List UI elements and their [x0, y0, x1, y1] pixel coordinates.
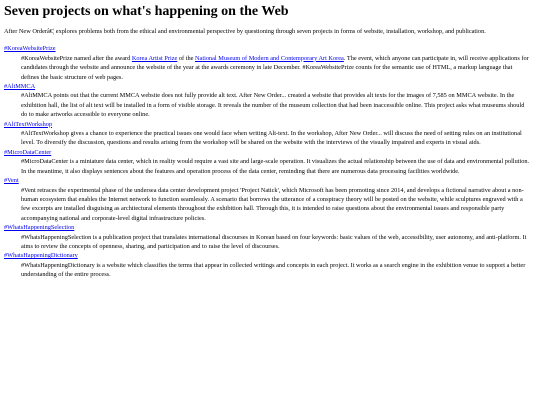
- description-text: #AltTextWorkshop gives a chance to experience the practical issues one would face when writing Alt-text. In the workshop, After New Order... will discuss the need of setting rules on an institutional level. To diversify the discussion, questions and results arising from the workshop will be shared on the website with the interviews of the visually impaired and experts in visual aids.: [21, 130, 522, 147]
- description-text: #WhatsHappeningSelection is a publication project that translates international discourses in Korean based on four keywords: basic values of the web, accessibility, user autonomy, and anti-platform. It aims to review the concepts of openness, sharing, and participation and to raise the level of discourses.: [21, 233, 527, 250]
- description-text: #KoreaWebsitePrize named after the award: [21, 54, 132, 62]
- project-tag-link[interactable]: #MicroDataCenter: [4, 148, 52, 156]
- description-text: . The event, which anyone can participate in, will receive applications for candidates through the website and announce the website of the year at the awards ceremony in late December. #KoreaWebsitePrize counts for the semantic use of HTML, a markup language that defines the basic structure of web pages.: [21, 54, 529, 81]
- project-tag-link[interactable]: #AltMMCA: [4, 83, 36, 91]
- page-title: Seven projects on what's happening on the Web: [4, 4, 289, 19]
- inline-link[interactable]: National Museum of Modern and Contemporary Art Korea: [195, 54, 344, 62]
- project-tag-link[interactable]: #AltTextWorkshop: [4, 120, 53, 128]
- description-text: #MicroDataCenter is a miniature data center, which in reality would require a vast site and large-scale operation. It visualizes the actual relationship between the use of data and environmental pollution. In the meantime, it also displays sentences about the features and operation process of the data center, reminding that there are numerous data processing facilities worldwide.: [21, 158, 530, 175]
- project-tag-link[interactable]: #WhatsHappeningSelection: [4, 224, 75, 232]
- project-term: [4, 223, 536, 232]
- project-tag-link[interactable]: #Vent: [4, 177, 19, 185]
- project-list: [4, 44, 536, 279]
- project-term: [4, 176, 536, 185]
- project-description: [21, 91, 536, 119]
- intro-paragraph: After New Orderâ€¦ explores problems both from the ethical and environmental perspective by questioning through seven projects in forms of website, installation, workshop, and publication.: [4, 28, 486, 35]
- project-tag-link[interactable]: #KoreaWebsitePrize: [4, 45, 56, 53]
- project-term: [4, 120, 536, 129]
- description-text: #WhatsHappeningDictionary is a website which classifies the terms that appear in collected writings and concepts in each project. It works as a search engine in the exhibition venue to support a better understanding of the entire process.: [21, 261, 526, 279]
- project-term: [4, 82, 536, 91]
- description-text: #Vent retraces the experimental phase of the undersea data center development project 'Project Natick', which Microsoft has been promoting since 2014, and develops a fictional narrative about a non-human ecosystem that enables the Internet network to function seamlessly. A scenario that borrows the utterance of a conspiracy theory will be posted on the website, while sculptures engraved with a few excerpts are installed disguising as architectural elements throughout the exhibition hall. Through this, it is intended to raise questions about the environmental issues and responsible party accompanying national and corporate-level digital infrastructure policies.: [21, 186, 524, 222]
- project-term: [4, 148, 536, 157]
- project-description: [21, 54, 536, 82]
- project-term: [4, 44, 536, 53]
- project-description: [21, 186, 536, 224]
- description-text: #AltMMCA points out that the current MMCA website does not fully provide alt text. After New Order... created a website that provides alt texts for the images of 7,585 on MMCA website. In the exhibition hall, the list of alt text will be installed in a form of visible storage. It reveals the number of the museum collection that had been inaccessible online. This project asks what museums should do to make artworks accessible to everyone online.: [21, 92, 525, 119]
- inline-link[interactable]: Korea Artist Prize: [131, 54, 178, 62]
- project-term: [4, 251, 536, 260]
- description-text: of the: [177, 54, 195, 62]
- project-description: [21, 261, 536, 280]
- project-description: [21, 233, 536, 252]
- project-tag-link[interactable]: #WhatsHappeningDictionary: [4, 252, 78, 260]
- project-description: [21, 157, 536, 176]
- project-description: [21, 129, 536, 148]
